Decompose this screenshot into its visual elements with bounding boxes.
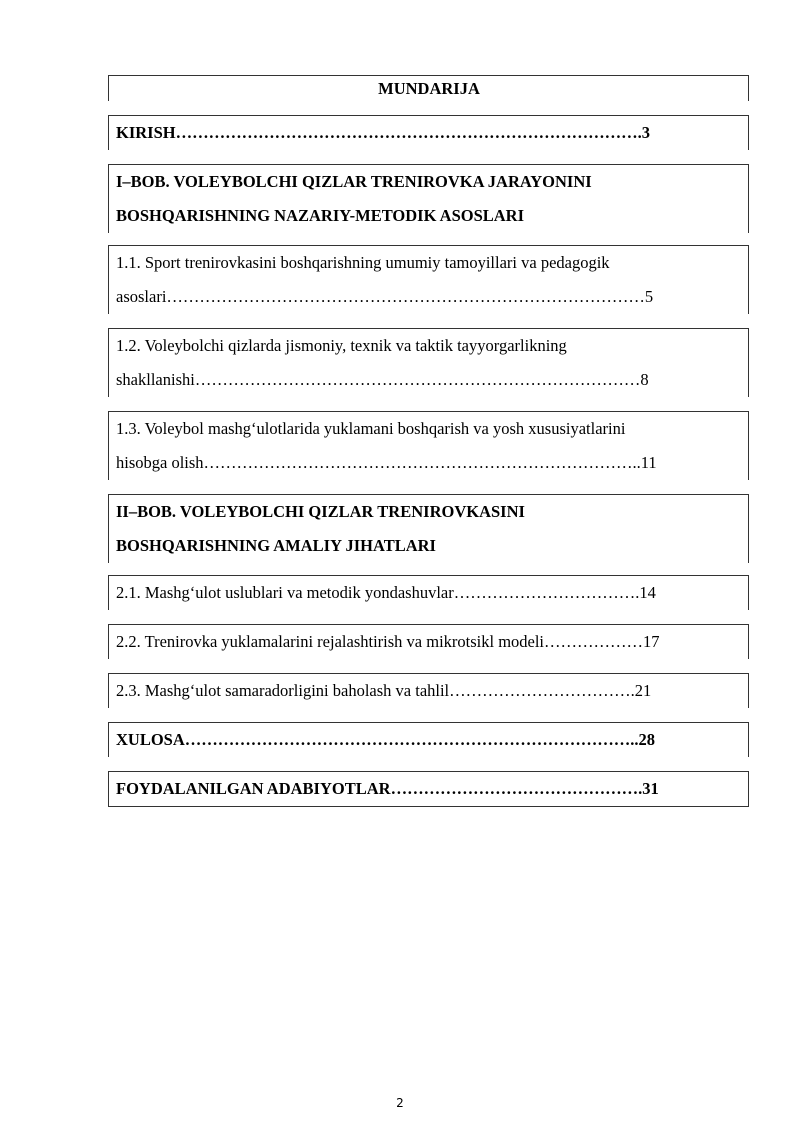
toc-entry-2-1[interactable] (108, 575, 749, 610)
chapter1-heading-line1: I–BOB. VOLEYBOLCHI QIZLAR TRENIROVKA JARAYONINI (116, 172, 592, 191)
section-2-3-text: 2.3. Mashg‘ulot samaradorligini baholash va tahlil…………………………….21 (116, 681, 652, 700)
chapter1-heading-line2: BOSHQARISHNING NAZARIY-METODIK ASOSLARI (116, 206, 525, 225)
chapter2-heading-line1: II–BOB. VOLEYBOLCHI QIZLAR TRENIROVKASINI (116, 502, 525, 521)
toc-intro-text: KIRISH………………………………………………………………………….3 (116, 123, 650, 142)
section-1-2-line2: shakllanishi………………………………………………………………………8 (116, 370, 649, 389)
toc-entry-intro[interactable] (108, 115, 749, 150)
table-of-contents (108, 75, 749, 807)
toc-chapter2-heading[interactable] (108, 494, 749, 563)
toc-title-box (108, 75, 749, 101)
page-number: 2 (396, 1096, 404, 1110)
toc-entry-conclusion[interactable] (108, 722, 749, 757)
toc-entry-2-2[interactable] (108, 624, 749, 659)
conclusion-text: XULOSA………………………………………………………………………..28 (116, 730, 656, 749)
toc-entry-2-3[interactable] (108, 673, 749, 708)
chapter2-heading-line2: BOSHQARISHNING AMALIY JIHATLARI (116, 536, 436, 555)
section-2-2-text: 2.2. Trenirovka yuklamalarini rejalashtirish va mikrotsikl modeli………………17 (116, 632, 660, 651)
section-1-2-line1: 1.2. Voleybolchi qizlarda jismoniy, texnik va taktik tayyorgarlikning (116, 336, 567, 355)
section-1-3-line1: 1.3. Voleybol mashg‘ulotlarida yuklamani boshqarish va yosh xususiyatlarini (116, 419, 626, 438)
section-2-1-text: 2.1. Mashg‘ulot uslublari va metodik yondashuvlar…………………………….14 (116, 583, 656, 602)
section-1-1-line2: asoslari……………………………………………………………………………5 (116, 287, 654, 306)
toc-entry-1-2[interactable] (108, 328, 749, 397)
toc-entry-1-1[interactable] (108, 245, 749, 314)
references-text: FOYDALANILGAN ADABIYOTLAR……………………………………….31 (116, 779, 659, 798)
toc-title: MUNDARIJA (378, 79, 480, 98)
toc-chapter1-heading[interactable] (108, 164, 749, 233)
section-1-3-line2: hisobga olish……………………………………………………………………..11 (116, 453, 657, 472)
section-1-1-line1: 1.1. Sport trenirovkasini boshqarishning umumiy tamoyillari va pedagogik (116, 253, 610, 272)
toc-entry-1-3[interactable] (108, 411, 749, 480)
toc-entry-references[interactable] (108, 771, 749, 807)
